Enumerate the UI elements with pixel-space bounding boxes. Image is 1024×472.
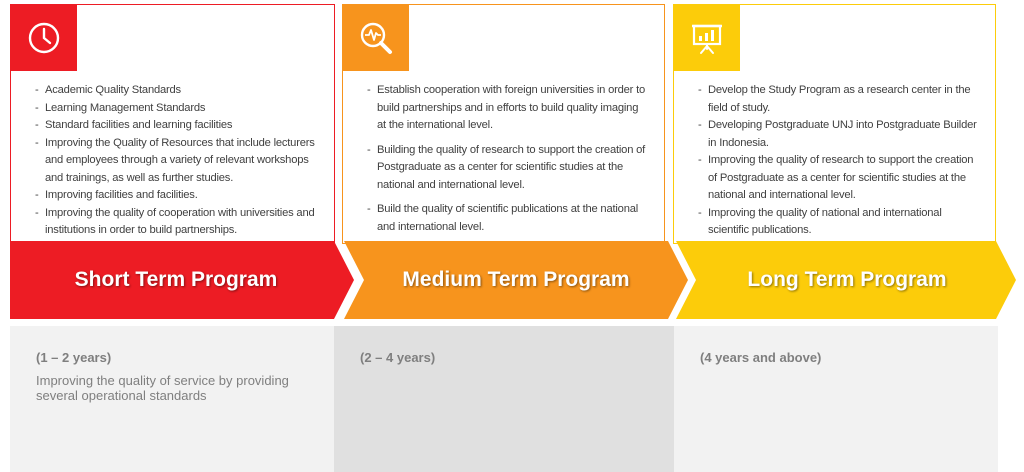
bullet-item: - Standard facilities and learning facilities (35, 117, 325, 135)
long-term-period: (4 years and above) (700, 350, 822, 365)
long-term-program-label: Long Term Program (747, 268, 947, 291)
clock-icon (25, 19, 63, 57)
medium-term-program-label: Medium Term Program (402, 268, 630, 291)
long-term-icon-box (674, 5, 740, 71)
short-term-bullets (35, 82, 325, 240)
bullet-item: - Improving the Quality of Resources that include lecturers and employees through a variety of relevant workshops and trainings, as well as further studies. (35, 135, 325, 188)
medium-term-icon-box (343, 5, 409, 71)
bullet-item: - Improving facilities and facilities. (35, 187, 325, 205)
short-term-period: (1 – 2 years) (36, 350, 112, 365)
bullet-item: - Building the quality of research to support the creation of Postgraduate as a center for scientific studies at the national and international level. (367, 142, 649, 195)
medium-term-bullets (367, 82, 649, 243)
magnifier-pulse-icon (357, 19, 395, 57)
long-term-bullets (698, 82, 980, 240)
bullet-item: - Develop the Study Program as a research center in the field of study. (698, 82, 980, 117)
presentation-chart-icon (688, 19, 726, 57)
bullet-item: - Establish cooperation with foreign universities in order to build partnerships and in efforts to build quality imaging at the international level. (367, 82, 649, 135)
bullet-item: - Improving the quality of cooperation with universities and institutions in order to build partnerships. (35, 205, 325, 240)
short-term-period-panel (10, 326, 334, 472)
short-term-card (10, 4, 335, 244)
bullet-item: - Developing Postgraduate UNJ into Postgraduate Builder in Indonesia. (698, 117, 980, 152)
medium-term-period-panel (334, 326, 674, 472)
bullet-item: - Improving the quality of research to support the creation of Postgraduate as a center for scientific studies at the national and international level. (698, 152, 980, 205)
bullet-item: - Academic Quality Standards (35, 82, 325, 100)
bullet-item: - Learning Management Standards (35, 100, 325, 118)
long-term-card (673, 4, 996, 244)
long-term-period-panel (674, 326, 998, 472)
medium-term-card (342, 4, 665, 244)
bullet-item: - Improving the quality of national and international scientific publications. (698, 205, 980, 240)
medium-term-period: (2 – 4 years) (360, 350, 436, 365)
short-term-icon-box (11, 5, 77, 71)
short-term-program-label: Short Term Program (74, 268, 278, 291)
short-term-description: Improving the quality of service by providing several operational standards (36, 373, 289, 403)
bullet-item: - Build the quality of scientific publications at the national and international level. (367, 201, 649, 236)
